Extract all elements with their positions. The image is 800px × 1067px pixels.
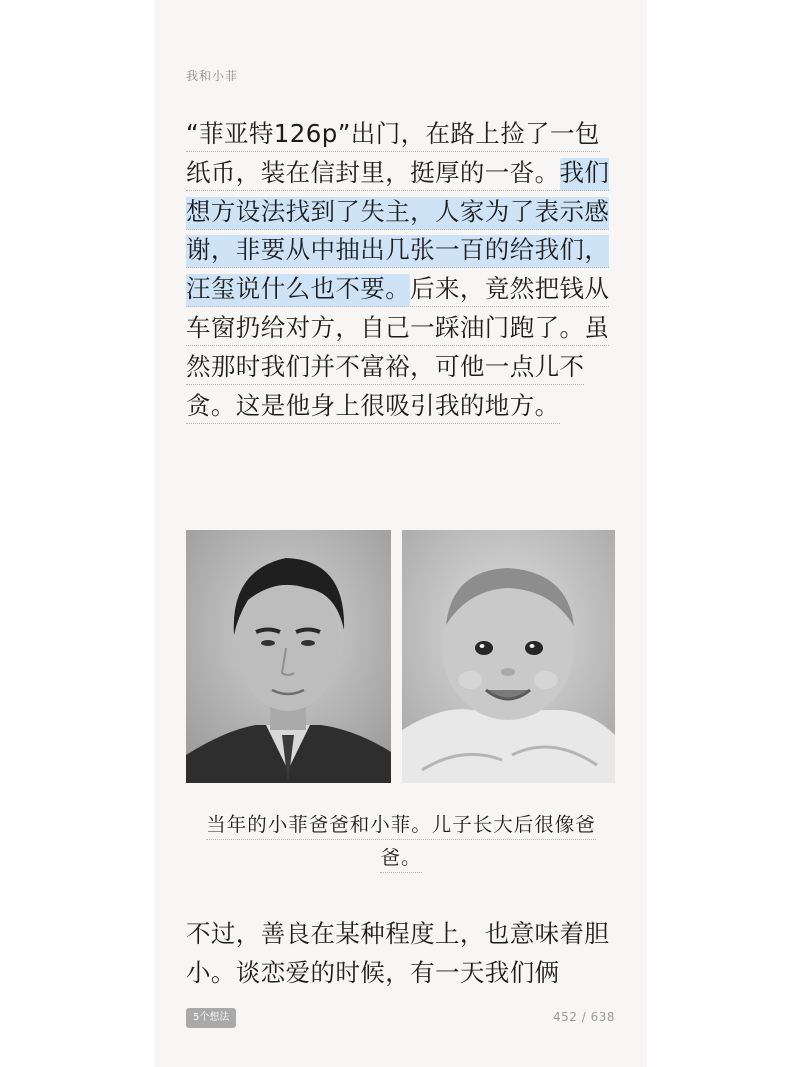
underlined-text[interactable]: “菲亚特126p”出门，在路上捡了一包纸币，装在信封里，挺厚的一沓。 (186, 119, 600, 191)
thoughts-button[interactable]: 5个想法 (186, 1008, 236, 1028)
paragraph-2[interactable]: 不过，善良在某种程度上，也意味着胆小。谈恋爱的时候，有一天我们俩 (186, 919, 610, 987)
photo-father[interactable] (186, 530, 391, 783)
portrait-man-image (186, 530, 391, 783)
page-counter: 452 / 638 (553, 1010, 615, 1024)
caption-text[interactable]: 当年的小菲爸爸和小菲。儿子长大后很像爸爸。 (206, 813, 596, 873)
reader-page[interactable] (154, 0, 647, 1067)
highlighted-text[interactable]: 我们想方设法找到了失主，人家为了表示感谢，非要从中抽出几张一百的给我们，汪玺说什么也不要。 (186, 158, 609, 307)
portrait-baby-image (402, 530, 615, 783)
book-title: 我和小菲 (186, 69, 239, 83)
photo-baby[interactable] (402, 530, 615, 783)
paragraph-1[interactable] (186, 115, 616, 425)
photo-caption[interactable] (186, 808, 616, 874)
underlined-text[interactable]: 后来，竟然把钱从车窗扔给对方，自己一踩油门跑了。虽然那时我们并不富裕，可他一点儿不贪。这是他身上很吸引我的地方。 (186, 274, 609, 423)
